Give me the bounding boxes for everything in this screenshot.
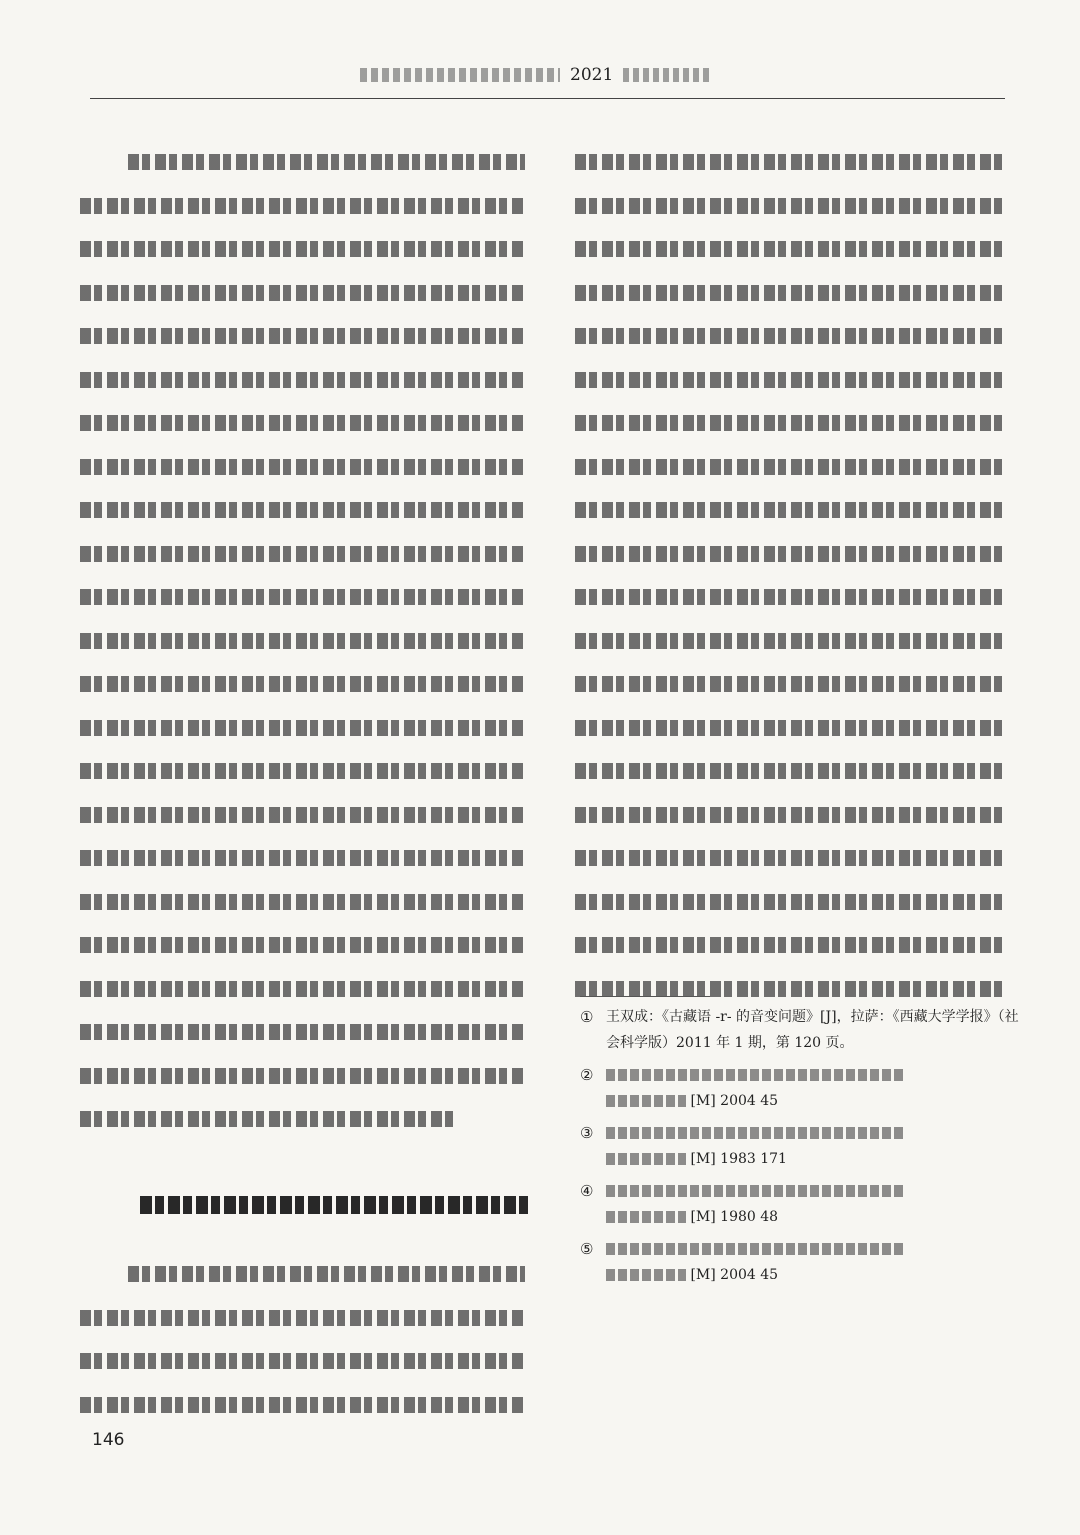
tibetan-text-line <box>80 933 525 959</box>
footnote-mark: ③ <box>580 1124 594 1142</box>
footnote-3 <box>580 1120 1020 1172</box>
tibetan-text-line <box>80 846 525 872</box>
tibetan-text-line <box>80 411 525 437</box>
tibetan-text-line <box>80 716 525 742</box>
footnote-tibetan-text <box>606 1069 906 1081</box>
tibetan-text-line <box>80 803 525 829</box>
footnote-rule <box>580 996 710 997</box>
footnote-tibetan-text <box>606 1243 906 1255</box>
footnote-text: [M] 1980 48 <box>690 1209 779 1225</box>
footnote-tibetan-text <box>606 1211 686 1223</box>
tibetan-text-line <box>80 1064 525 1090</box>
tibetan-text-line <box>575 498 1005 524</box>
footnote-mark: ⑤ <box>580 1240 594 1258</box>
tibetan-text-line <box>575 933 1005 959</box>
tibetan-text-line <box>80 672 525 698</box>
tibetan-text-line <box>575 411 1005 437</box>
section-heading <box>140 1190 530 1220</box>
page-number: 146 <box>92 1430 125 1450</box>
tibetan-text-line <box>575 542 1005 568</box>
tibetan-text-line <box>80 281 525 307</box>
tibetan-text-line <box>80 150 525 176</box>
running-head <box>360 60 1000 90</box>
footnote-mark: ④ <box>580 1182 594 1200</box>
tibetan-text-line <box>575 281 1005 307</box>
tibetan-text-line <box>80 759 525 785</box>
footnote-text: [M] 1983 171 <box>690 1151 787 1167</box>
tibetan-text-line <box>575 890 1005 916</box>
right-column <box>575 150 1005 1020</box>
footnote-tibetan-text <box>606 1185 906 1197</box>
tibetan-text-line <box>80 1349 525 1375</box>
footnote-2 <box>580 1062 1020 1114</box>
footnote-1 <box>580 1004 1020 1056</box>
tibetan-text-line <box>80 455 525 481</box>
tibetan-text-line <box>80 542 525 568</box>
tibetan-text-line <box>575 194 1005 220</box>
tibetan-text-line <box>575 803 1005 829</box>
tibetan-text-line <box>80 629 525 655</box>
footnote-mark: ② <box>580 1066 594 1084</box>
footnote-tibetan-text <box>606 1095 686 1107</box>
footnote-text: 王双成：《古藏语 -r- 的音变问题》[J]，拉萨：《西藏大学学报》（社会科学版）2011 年 1 期，第 120 页。 <box>606 1009 1019 1051</box>
footnote-4 <box>580 1178 1020 1230</box>
tibetan-text-line <box>575 585 1005 611</box>
header-year: 2021 <box>570 65 614 85</box>
tibetan-text-line <box>80 1262 525 1288</box>
tibetan-text-line <box>80 498 525 524</box>
left-column-continued <box>80 1262 525 1436</box>
tibetan-text-line <box>80 324 525 350</box>
tibetan-text-line <box>575 846 1005 872</box>
footnote-5 <box>580 1236 1020 1288</box>
tibetan-text-line <box>575 977 1005 1003</box>
tibetan-text-line <box>80 1020 525 1046</box>
tibetan-text-line <box>575 455 1005 481</box>
tibetan-text-line <box>80 585 525 611</box>
footnote-mark: ① <box>580 1008 594 1026</box>
tibetan-text-line <box>575 368 1005 394</box>
footnotes <box>580 1004 1020 1294</box>
tibetan-text-line <box>80 977 525 1003</box>
tibetan-text-line <box>575 759 1005 785</box>
tibetan-text-line <box>80 1306 525 1332</box>
header-rule <box>90 98 1005 99</box>
tibetan-text-line <box>80 194 525 220</box>
tibetan-text-line <box>80 368 525 394</box>
tibetan-text-line <box>80 1107 525 1133</box>
tibetan-text-line <box>80 890 525 916</box>
tibetan-text-line <box>575 629 1005 655</box>
footnote-tibetan-text <box>606 1153 686 1165</box>
tibetan-text-line <box>575 237 1005 263</box>
footnote-text: [M] 2004 45 <box>690 1267 779 1283</box>
footnote-tibetan-text <box>606 1127 906 1139</box>
footnote-tibetan-text <box>606 1269 686 1281</box>
tibetan-text-line <box>575 150 1005 176</box>
tibetan-text-line <box>80 237 525 263</box>
issue-tibetan <box>623 68 713 82</box>
tibetan-text-line <box>80 1393 525 1419</box>
journal-name-tibetan <box>360 68 560 82</box>
footnote-text: [M] 2004 45 <box>690 1093 779 1109</box>
tibetan-text-line <box>575 716 1005 742</box>
tibetan-text-line <box>575 672 1005 698</box>
left-column <box>80 150 525 1151</box>
tibetan-text-line <box>575 324 1005 350</box>
